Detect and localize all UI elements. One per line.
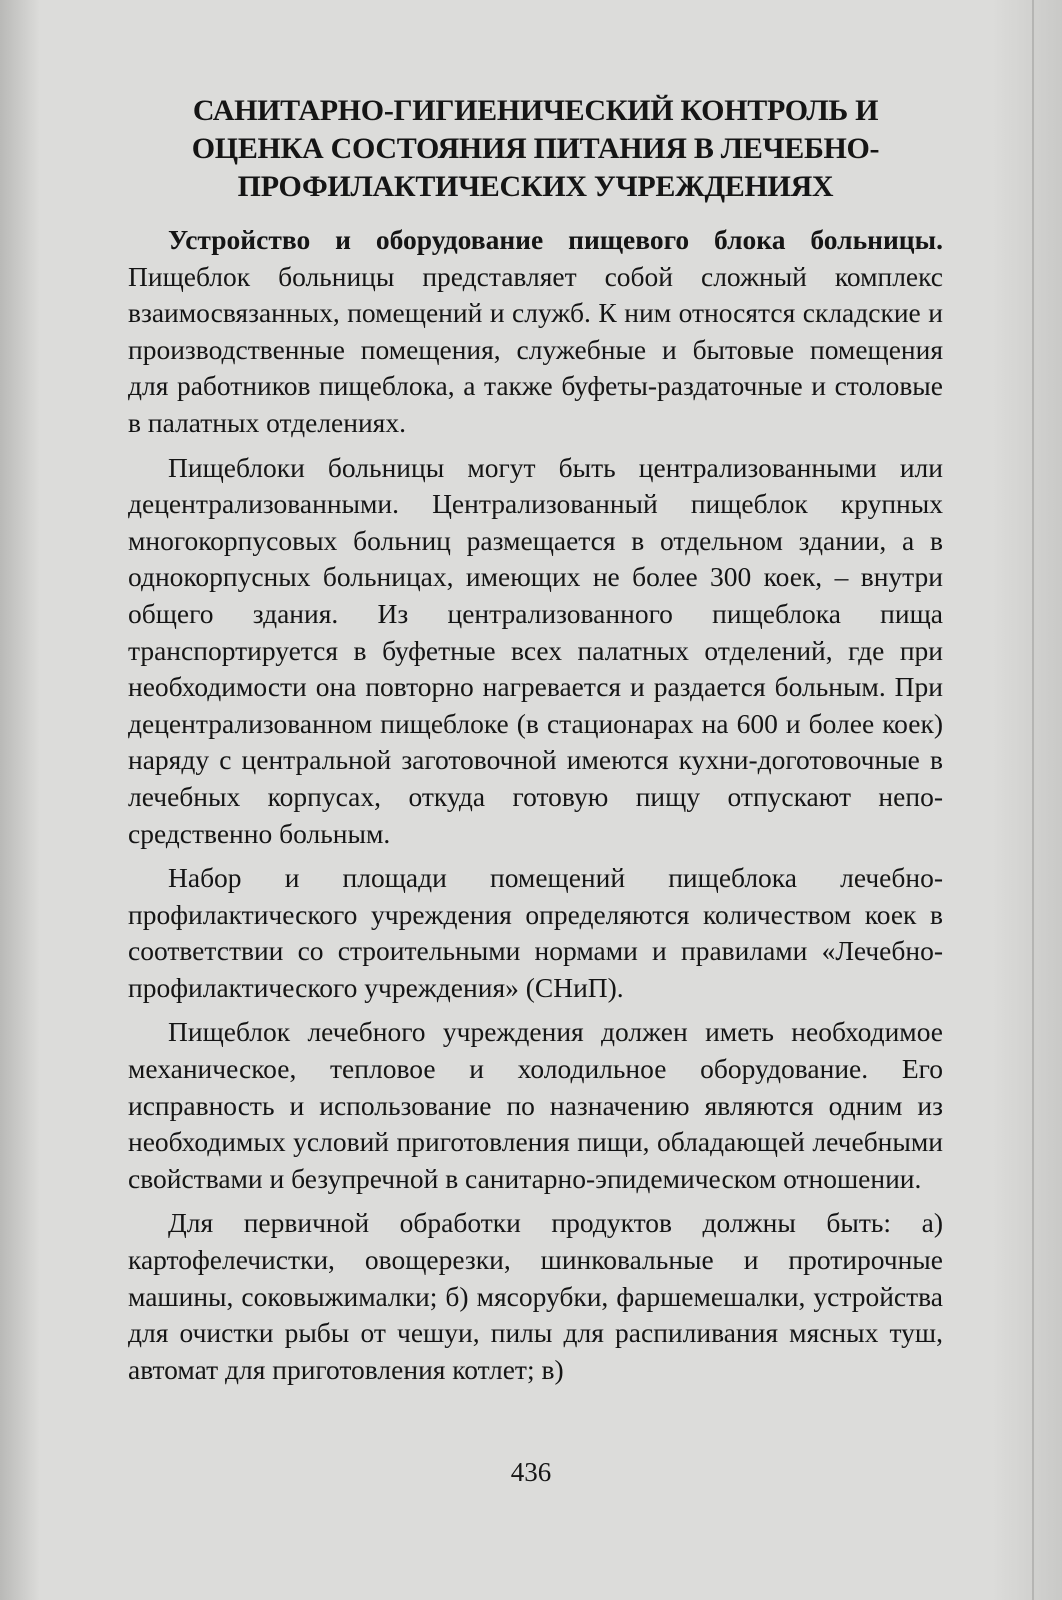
chapter-title-line-2: ОЦЕНКА СОСТОЯНИЯ ПИТАНИЯ В ЛЕЧЕБНО- (191, 132, 880, 165)
chapter-title-line-1: САНИТАРНО-ГИГИЕНИЧЕСКИЙ КОНТРОЛЬ И (192, 94, 879, 127)
paragraph-2 (128, 450, 943, 853)
page-number: 436 (510, 1457, 552, 1487)
paragraph-5 (128, 1205, 943, 1388)
paragraph-2-text: Пищеблоки больницы могут быть централизованными или децентрализованными. Централизованный пищеблок крупных многокорпусовых больниц размещается в отдельном здании, а в однокорпусных больницах, имеющих не более 300 коек, – внутри общего здания. Из централизованного пищеблока пища транспортируется в буфетные всех палатных отделений, где при необходимости она повторно нагревается и раздается больным. При децентрализованном пищеблоке (в стационарах на 600 и более коек) наряду с центральной заготовочной имеются кухни-доготовочные в лечебных корпусах, откуда готовую пищу отпускают непосредственно больным. (128, 451, 943, 849)
paragraph-4-text: Пищеблок лечебного учреждения должен иметь необходимое механическое, тепловое и холодильное оборудование. Его исправность и использование по назначению являются одним из необходимых условий приготовления пищи, обладающей лечебными свойствами и безупречной в санитарно-эпидемическом отношении. (128, 1016, 943, 1194)
page-shadow-right (992, 0, 1062, 1600)
paragraph-3 (128, 860, 943, 1006)
paragraph-1 (128, 222, 943, 442)
chapter-title (128, 92, 943, 206)
paragraph-5-text: Для первичной обработки продуктов должны быть: а) картофелечистки, овощерезки, шинковальные и протирочные машины, соковыжималки; б) мясорубки, фаршемешалки, устройства для очистки рыбы от чешуи, пилы для распиливания мясных туш, автомат для приготовления котлет; в) (128, 1207, 943, 1385)
paragraph-1-text: Пищеблок больницы представляет собой сложный комплекс взаимосвязанных, помещений и служб. К ним относятся складские и производственные помещения, служебные и бытовые помещения для работников пищеблока, а также буфеты-раздаточные и столовые в палатных отделениях. (128, 260, 943, 438)
paragraph-3-text: Набор и площади помещений пищеблока лечебно-профилактического учреждения определяются количеством коек в соответствии со строительными нормами и правилами «Лечебно-профилактического учреждения» (СНиП). (128, 862, 943, 1003)
page-edge (1032, 0, 1034, 1600)
paragraph-4 (128, 1014, 943, 1197)
chapter-title-line-3: ПРОФИЛАКТИЧЕСКИХ УЧРЕЖДЕНИЯХ (237, 170, 834, 203)
paragraph-1-lead: Устройство и оборудование пищевого блока больницы. (168, 224, 943, 255)
page-shadow-left (0, 0, 40, 1600)
page-content (128, 92, 943, 1396)
